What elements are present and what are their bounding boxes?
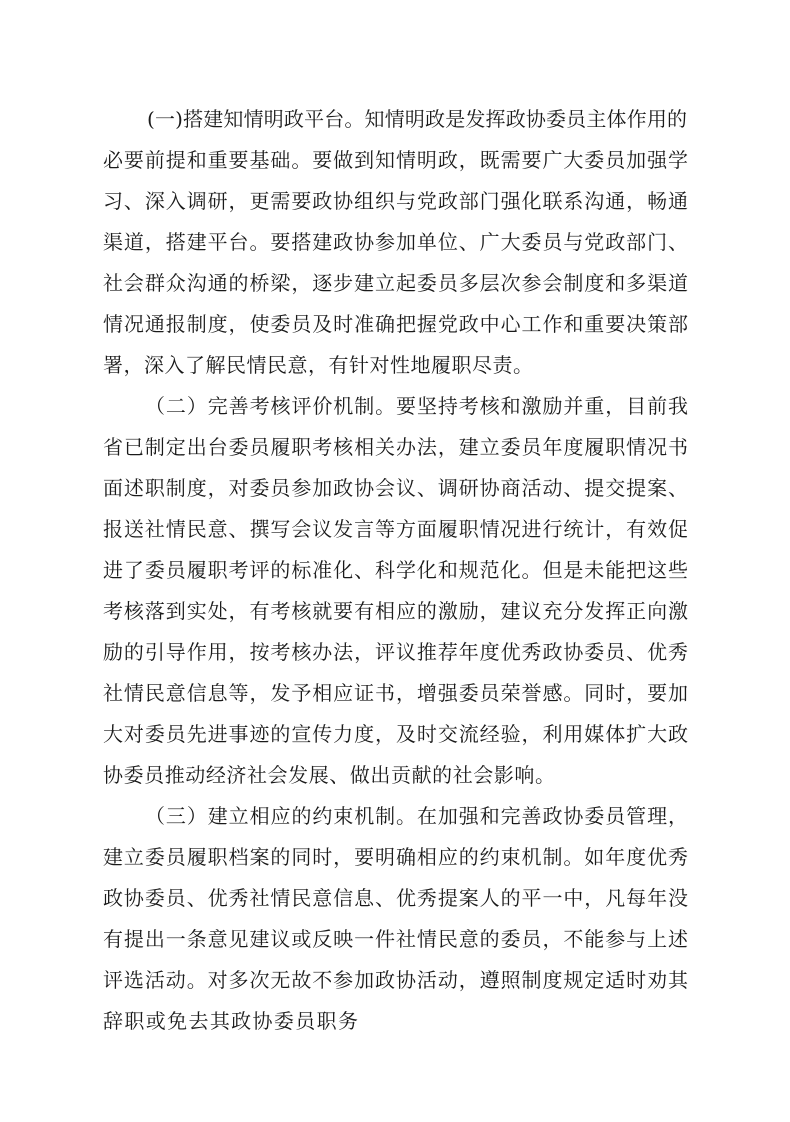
paragraph-3-line-4 [0,919,790,959]
paragraph-1-line-1 [0,99,790,139]
line-text: 考核落到实处，有考核就要有相应的激励，建议充分发挥正向激 [103,599,688,623]
paragraph-1-line-7 [0,345,790,385]
paragraph-3-line-2 [0,837,790,877]
paragraph-2-line-6 [0,591,790,631]
paragraph-2-line-10 [0,755,790,795]
line-text: 报送社情民意、撰写会议发言等方面履职情况进行统计，有效促 [103,517,688,541]
paragraph-1-line-6 [0,304,790,344]
line-text: 社会群众沟通的桥梁，逐步建立起委员多层次参会制度和多渠道 [103,271,688,295]
line-text: 辞职或免去其政协委员职务 [103,1009,358,1033]
paragraph-2-line-2 [0,427,790,467]
paragraph-3-line-6 [0,1001,790,1041]
line-text: 有提出一条意见建议或反映一件社情民意的委员，不能参与上述 [103,927,688,951]
line-text: 必要前提和重要基础。要做到知情明政，既需要广大委员加强学 [103,148,688,172]
line-text: 情况通报制度，使委员及时准确把握党政中心工作和重要决策部 [103,312,688,336]
line-text: 省已制定出台委员履职考核相关办法，建立委员年度履职情况书 [103,435,688,459]
line-text: 面述职制度，对委员参加政协会议、调研协商活动、提交提案、 [103,476,688,500]
paragraph-2-line-1 [0,386,790,426]
line-text: 协委员推动经济社会发展、做出贡献的社会影响。 [103,763,555,787]
paragraph-3-line-1 [0,796,790,836]
paragraph-2-line-4 [0,509,790,549]
paragraph-1-line-3 [0,181,790,221]
line-text: 励的引导作用，按考核办法，评议推荐年度优秀政协委员、优秀 [103,640,688,664]
line-text: 建立委员履职档案的同时，要明确相应的约束机制。如年度优秀 [103,845,688,869]
line-text: 评选活动。对多次无故不参加政协活动，遵照制度规定适时劝其 [103,968,688,992]
line-text: 渠道，搭建平台。要搭建政协参加单位、广大委员与党政部门、 [103,230,688,254]
paragraph-2-line-3 [0,468,790,508]
line-text: 习、深入调研，更需要政协组织与党政部门强化联系沟通，畅通 [103,189,688,213]
paragraph-2-line-8 [0,673,790,713]
line-text: 政协委员、优秀社情民意信息、优秀提案人的平一中，凡每年没 [103,886,688,910]
paragraph-2-line-5 [0,550,790,590]
paragraph-3-line-5 [0,960,790,1000]
line-text: 社情民意信息等，发予相应证书，增强委员荣誉感。同时，要加 [103,681,688,705]
line-text: 署，深入了解民情民意，有针对性地履职尽责。 [103,353,533,377]
paragraph-3-line-3 [0,878,790,918]
paragraph-1-line-2 [0,140,790,180]
line-text: （二）完善考核评价机制。要坚持考核和激励并重，目前我 [145,394,688,418]
paragraph-2-line-9 [0,714,790,754]
paragraph-1-line-4 [0,222,790,262]
line-text: （三）建立相应的约束机制。在加强和完善政协委员管理， [145,804,688,828]
paragraph-2-line-7 [0,632,790,672]
line-text: 大对委员先进事迹的宣传力度，及时交流经验，利用媒体扩大政 [103,722,688,746]
line-text: 进了委员履职考评的标准化、科学化和规范化。但是未能把这些 [103,558,688,582]
line-text: (一)搭建知情明政平台。知情明政是发挥政协委员主体作用的 [147,107,687,131]
paragraph-1-line-5 [0,263,790,303]
